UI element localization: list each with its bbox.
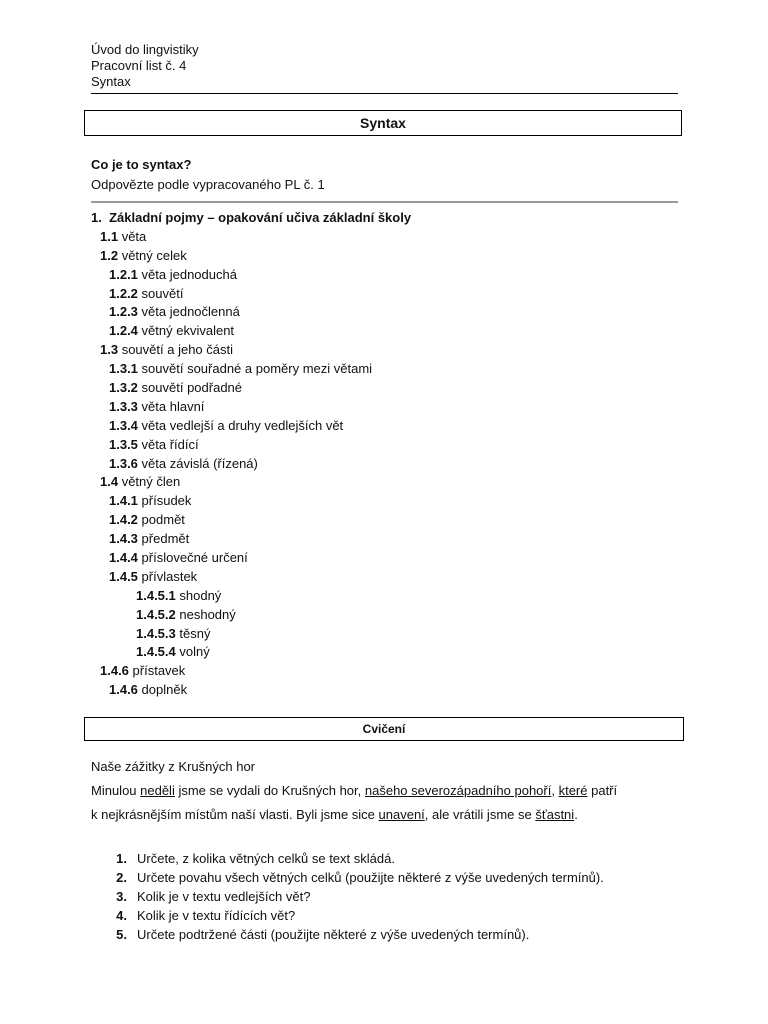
outline-item-label: shodný (179, 587, 222, 603)
outline-item-label: volný (179, 644, 210, 660)
task-item (91, 925, 681, 944)
outline-item-label: věta řídící (141, 436, 199, 452)
task-number: 2. (116, 870, 127, 885)
outline-item-label: souvětí souřadné a poměry mezi větami (141, 361, 373, 377)
outline-item-number: 1.4.6 (109, 682, 138, 698)
outline-item (91, 643, 681, 662)
underlined-word: neděli (140, 783, 175, 798)
outline-item-number: 1.3.6 (109, 455, 138, 471)
outline-item-number: 1.4.4 (109, 550, 138, 566)
outline-item-number: 1.4.2 (109, 512, 138, 528)
page-title: Syntax (84, 110, 682, 136)
outline-item (91, 455, 681, 474)
outline-item-number: 1.2.4 (109, 323, 138, 339)
outline-item-number: 1.4.5.3 (136, 625, 176, 641)
exercise-text-line-2 (91, 805, 681, 829)
task-number: 1. (116, 851, 127, 866)
outline-item (91, 228, 681, 247)
outline-item (91, 417, 681, 436)
task-number: 3. (116, 889, 127, 904)
text-fragment: jsme se vydali do Krušných hor, (174, 783, 365, 798)
outline-item-number: 1.2 (100, 247, 119, 263)
outline-item (91, 247, 681, 266)
outline-item-number: 1.4.5.1 (136, 587, 176, 603)
text-fragment: k nejkrásnějším místům naší vlasti. Byli jsme sice (91, 807, 379, 822)
outline-item-number: 1.3.4 (109, 417, 138, 433)
task-item (91, 868, 681, 887)
task-number: 5. (116, 927, 127, 942)
exercise-text (91, 757, 681, 829)
outline-item-label: věta vedlejší a druhy vedlejších vět (141, 417, 344, 433)
outline-item-number: 1.3.2 (109, 380, 138, 396)
outline-item-label: věta jednočlenná (141, 304, 240, 320)
task-text: Určete, z kolika větných celků se text skládá. (137, 851, 395, 866)
outline-item-label: těsný (179, 625, 211, 641)
outline-item-label: souvětí (141, 285, 184, 301)
outline-item-number: 1.4.6 (100, 663, 129, 679)
question-heading: Co je to syntax? (91, 157, 192, 172)
task-list (91, 849, 681, 944)
outline-item-label: přísudek (141, 493, 192, 509)
outline-item-label: věta (121, 228, 147, 244)
text-fragment: Minulou (91, 783, 141, 798)
outline-item-number: 1.3.3 (109, 398, 138, 414)
outline-item-label: souvětí podřadné (141, 380, 243, 396)
outline-item (91, 662, 681, 681)
outline-item (91, 549, 681, 568)
underlined-word: unavení (378, 807, 425, 822)
outline-item-number: 1.4.5.4 (136, 644, 176, 660)
outline-item-number: 1.2.2 (109, 285, 138, 301)
outline-item-number: 1.3.5 (109, 436, 138, 452)
outline-item-label: příslovečné určení (141, 550, 248, 566)
outline-item-number: 1.2.3 (109, 304, 138, 320)
outline-item (91, 266, 681, 285)
exercise-text-line-1 (91, 781, 681, 805)
question-block (91, 155, 325, 195)
outline-item-label: přívlastek (141, 568, 198, 584)
outline-item (91, 436, 681, 455)
task-text: Určete povahu všech větných celků (použijte některé z výše uvedených termínů). (137, 870, 604, 885)
outline-item (91, 473, 681, 492)
task-item (91, 887, 681, 906)
outline-item-label: doplněk (141, 682, 188, 698)
outline-item-label: podmět (141, 512, 185, 528)
task-text: Kolik je v textu řídících vět? (137, 908, 296, 923)
outline-item (91, 398, 681, 417)
outline-item-number: 1.2.1 (109, 266, 138, 282)
underlined-word: šťastni (535, 807, 575, 822)
outline-item (91, 379, 681, 398)
course-name: Úvod do lingvistiky (91, 42, 199, 57)
outline-item-label: souvětí a jeho části (121, 342, 233, 358)
underlined-phrase: našeho severozápadního pohoří (364, 783, 552, 798)
outline-item-number: 1. (91, 210, 102, 225)
header-divider (91, 93, 678, 94)
outline-item-label: neshodný (179, 606, 236, 622)
task-text: Určete podtržené části (použijte některé z výše uvedených termínů). (137, 927, 530, 942)
text-fragment: patří (587, 783, 618, 798)
outline-item-label: přístavek (132, 663, 186, 679)
outline-item-label: větný celek (121, 247, 187, 263)
outline-item-number: 1.4 (100, 474, 119, 490)
outline-item (91, 285, 681, 304)
outline-item (91, 360, 681, 379)
outline-item-number: 1.4.5.2 (136, 606, 176, 622)
exercise-text-title: Naše zážitky z Krušných hor (91, 759, 256, 774)
outline-item (91, 322, 681, 341)
outline-item-number: 1.3.1 (109, 361, 138, 377)
sheet-number: Pracovní list č. 4 (91, 58, 187, 73)
outline-item (91, 568, 681, 587)
exercise-heading: Cvičení (84, 717, 684, 741)
outline-item-number: 1.4.3 (109, 531, 138, 547)
outline-item (91, 625, 681, 644)
task-item (91, 906, 681, 925)
outline-item-label: věta jednoduchá (141, 266, 237, 282)
outline-item-number: 1.1 (100, 228, 119, 244)
text-fragment: , (551, 783, 559, 798)
outline-item-label: věta závislá (řízená) (141, 455, 258, 471)
task-item (91, 849, 681, 868)
text-fragment: , ale vrátili jsme se (424, 807, 536, 822)
topic-outline (91, 209, 681, 700)
task-number: 4. (116, 908, 127, 923)
outline-item-label: větný člen (121, 474, 181, 490)
underlined-word: které (558, 783, 588, 798)
task-text: Kolik je v textu vedlejších vět? (137, 889, 311, 904)
outline-item-number: 1.4.5 (109, 568, 138, 584)
outline-item-label: předmět (141, 531, 190, 547)
outline-item-number: 1.4.1 (109, 493, 138, 509)
outline-item (91, 341, 681, 360)
outline-item (91, 530, 681, 549)
topic-name: Syntax (91, 74, 131, 89)
outline-item (91, 209, 681, 228)
outline-item (91, 511, 681, 530)
outline-item (91, 303, 681, 322)
section-divider (91, 201, 678, 203)
question-instruction: Odpovězte podle vypracovaného PL č. 1 (91, 177, 325, 192)
outline-item-number: 1.3 (100, 342, 119, 358)
outline-item (91, 587, 681, 606)
outline-item (91, 681, 681, 700)
outline-item (91, 606, 681, 625)
outline-item-label: větný ekvivalent (141, 323, 235, 339)
outline-item-label: věta hlavní (141, 398, 205, 414)
text-fragment: . (574, 807, 578, 822)
outline-item-label: Základní pojmy – opakování učiva základní školy (109, 210, 412, 225)
document-header (91, 42, 678, 90)
outline-item (91, 492, 681, 511)
